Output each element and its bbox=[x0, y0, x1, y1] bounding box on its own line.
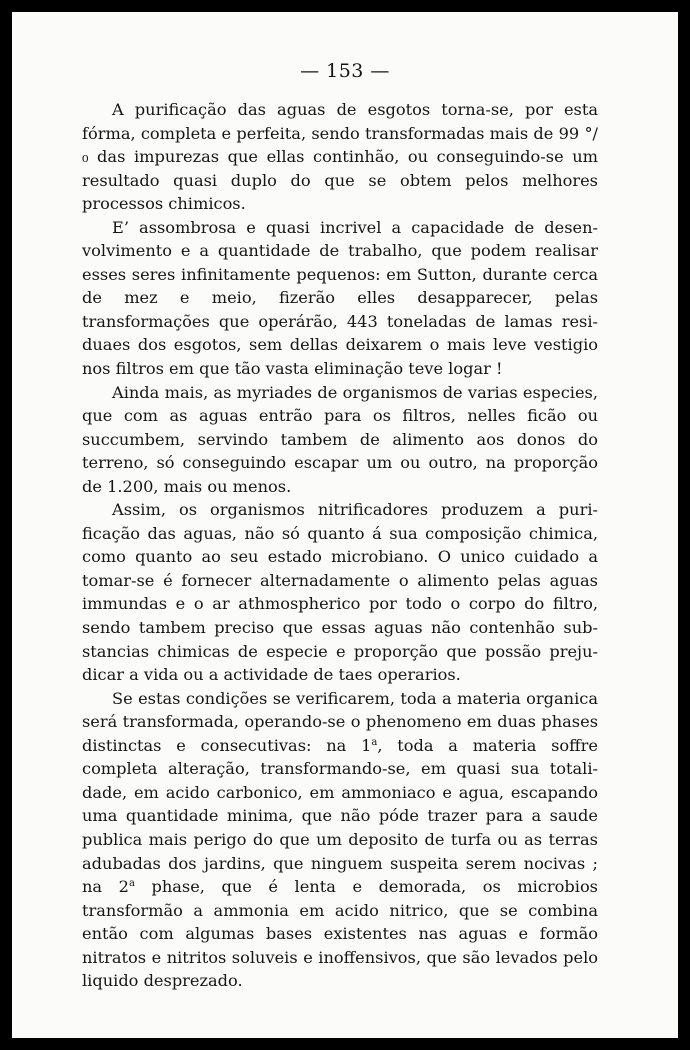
page-number: — 153 — bbox=[300, 60, 390, 82]
paragraph-5 bbox=[82, 687, 598, 993]
ordinal-superscript-1: a bbox=[371, 736, 378, 748]
paragraph-1: A purificação das aguas de esgotos torna-se, por esta fórma, completa e perfeita, sendo transformadas mais de 99 °/₀ das impurezas que ellas continhão, ou conseguindo-se um resultado quasi duplo do que se obtem pelos melhores processos chimicos. bbox=[82, 100, 598, 214]
paragraph-5-part-1: Se estas condições se verificarem, toda a materia organica será transformada, operando-se o phenomeno em duas phases distinctas e consecutivas: na 1 bbox=[82, 688, 598, 755]
book-page bbox=[12, 12, 678, 1038]
body-text bbox=[82, 98, 598, 993]
paragraph-2: E’ assombrosa e quasi incrivel a capacidade de desenvolvimento e a quantidade de trabalho, que podem realisar esses seres infinitamente pequenos: em Sutton, durante cerca de mez e meio, fizerão elles desapparecer, pelas transformações que operárão, 443 toneladas de lamas residuaes dos esgotos, sem dellas deixarem o mais leve vestigio nos filtros em que tão vasta eliminação teve logar ! bbox=[82, 217, 598, 379]
paragraph-5-part-2: , toda a materia soffre completa alteração, transformando-se, em quasi sua totalidade, em acido carbonico, em ammoniaco e agua, escapando uma quantidade minima, que não póde trazer para a saude publica mais perigo do que um deposito de turfa ou as terras adubadas dos jardins, que ninguem suspeita serem nocivas ; na 2 bbox=[82, 735, 599, 897]
ordinal-superscript-2: a bbox=[128, 878, 135, 890]
paragraph-4: Assim, os organismos nitrificadores produzem a purificação das aguas, não só quanto á sua composição chimica, como quanto ao seu estado microbiano. O unico cuidado a tomar-se é fornecer alternadamente o alimento pelas aguas immundas e o ar athmospherico por todo o corpo do filtro, sendo tambem preciso que essas aguas não contenhão substancias chimicas de especie e proporção que possão prejudicar a vida ou a actividade de taes operarios. bbox=[82, 500, 598, 685]
paragraph-3: Ainda mais, as myriades de organismos de varias especies, que com as aguas entrão para os filtros, nelles ficão ou succumbem, servindo tambem de alimento aos donos do terreno, só conseguindo escapar um ou outro, na proporção de 1.200, mais ou menos. bbox=[82, 382, 598, 496]
paragraph-5-part-3: phase, que é lenta e demorada, os microbios transformão a ammonia em acido nitrico, que se combina então com algumas bases existentes nas aguas e formão nitratos e nitritos soluveis e inoffensivos, que são levados pelo liquido desprezado. bbox=[82, 877, 598, 991]
